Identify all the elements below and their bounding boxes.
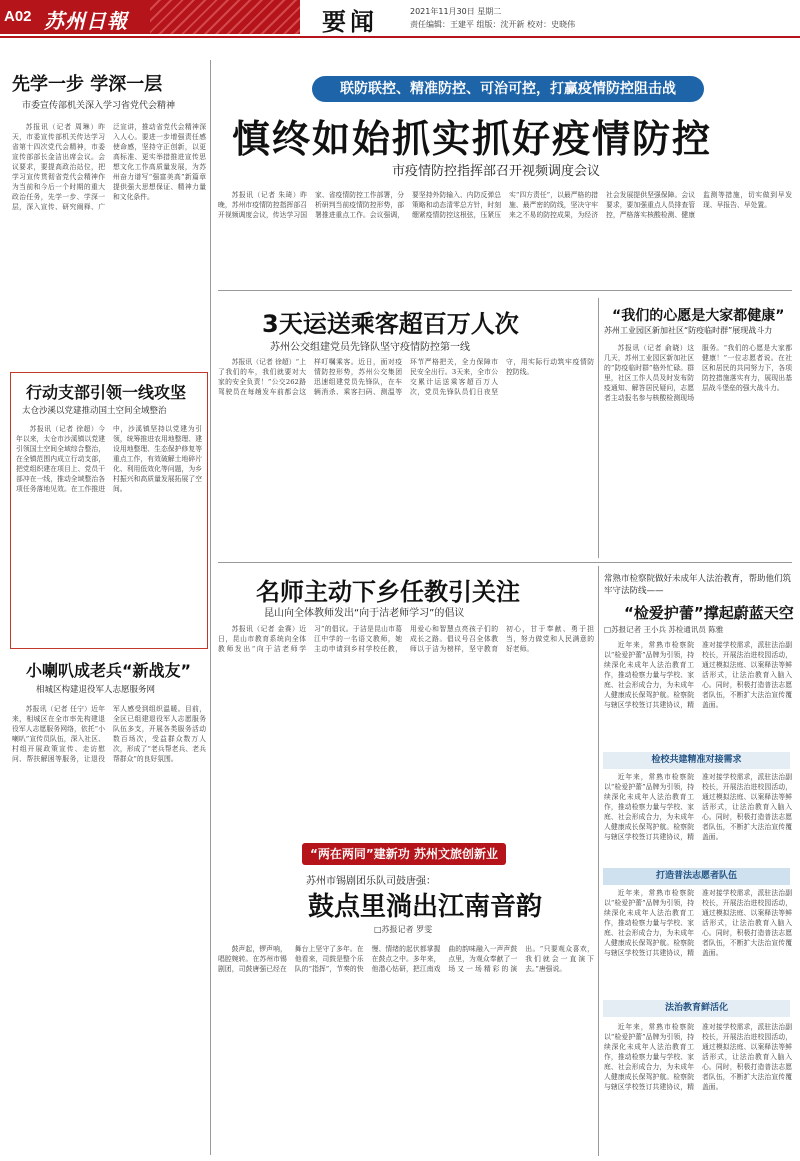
lead-body: 苏报讯（记者 朱琦）昨晚，苏州市疫情防控指挥部召开视频调度会议，传达学习国家、省疫情防控工作部署，分析研判当前疫情防控形势，部署推进重点工作。会议强调，要坚持外防输入、内防反弹总策略和动态清零总方针，时刻绷紧疫情防控这根弦，压紧压实“四方责任”，以最严格的措施、最严密的防线，坚决守牢来之不易的防控成果，为经济社会发展提供坚强保障。会议要求，要加强重点人员排查管控，严格落实核酸检测、健康监测等措施，切实做到早发现、早报告、早处置。 (218, 191, 792, 219)
procurator-tag-1: 检校共建精准对接需求 (603, 752, 790, 769)
issue-date: 2021年11月30日 星期二 (410, 7, 502, 16)
teacher-headline[interactable]: 名师主动下乡任教引关注 (256, 578, 520, 606)
article-body-action-branch: 苏报讯（记者 徐超）今年以来，太仓市沙溪镇以党建引领国土空间全域综合整治，在全镇范围内成立行动支部，把党组织建在项目上、党员干部冲在一线，推动全域整治各项任务落地见效。在工作推进中，沙溪镇坚持以党建为引领，统筹推进农用地整理、建设用地整理、生态保护修复等重点工作，有效破解土地碎片化、利用低效化等问题，为乡村振兴和高质量发展拓展了空间。 (16, 425, 202, 493)
procurator-body-4: 近年来，常熟市检察院以“检爱护蕾”品牌为引领，持续深化未成年人法治教育工作，推动检察力量与学校、家庭、社会形成合力，为未成年人健康成长保驾护航。检察院与辖区学校签订共建协议，精准对接学校需求，派驻法治副校长，开展法治进校园活动，通过模拟法庭、以案释法等鲜活形式，让法治教育入脑入心。同时，积极打造普法志愿者队伍，不断扩大法治宣传覆盖面。 (604, 1023, 792, 1091)
teacher-subtitle: 昆山向全体教师发出“向于洁老师学习”的倡议 (264, 608, 465, 619)
heart-headline[interactable]: “我们的心愿是大家都健康” (612, 308, 785, 324)
campaign-banner: 联防联控、精准防控、可治可控，打赢疫情防控阻击战 (312, 76, 704, 102)
transit-body: 苏报讯（记者 徐超）“上了我们的车，我们就要对大家的安全负责！”公交262路驾驶员在每趟发车前都会这样叮嘱乘客。近日，面对疫情防控形势，苏州公交集团迅速组建党员先锋队，在车辆消杀、乘客扫码、测温等环节严格把关，全力保障市民安全出行。3天来，全市公交累计运送乘客超百万人次，党员先锋队员们日夜坚守，用实际行动筑牢疫情防控防线。 (218, 358, 594, 396)
page-number: A02 (4, 8, 32, 25)
column-divider-right (598, 298, 599, 558)
procurator-body: 近年来，常熟市检察院以“检爱护蕾”品牌为引领，持续深化未成年人法治教育工作，推动检察力量与学校、家庭、社会形成合力，为未成年人健康成长保驾护航。检察院与辖区学校签订共建协议，精准对接学校需求，派驻法治副校长，开展法治进校园活动，通过模拟法庭、以案释法等鲜活形式，让法治教育入脑入心。同时，积极打造普法志愿者队伍，不断扩大法治宣传覆盖面。 (604, 641, 792, 709)
drum-body: 鼓声起，锣声响，唱腔婉转。在苏州市锡剧团，司鼓唐强已经在舞台上坚守了多年。在他看来，司鼓是整个乐队的“指挥”，节奏的快慢、情绪的起伏都掌握在鼓点之中。多年来，他潜心钻研，把江南戏曲的韵味融入一声声鼓点里，为观众奉献了一场又一场精彩的演出。“只要观众喜欢，我们就会一直演下去。”唐强说。 (218, 945, 594, 973)
article-body-veterans: 苏报讯（记者 任宁）近年来，相城区在全市率先构建退役军人志愿服务网络，依托“小喇叭”宣传员队伍，深入社区、村组开展政策宣传、走访慰问、帮扶解困等服务，让退役军人感受到组织温暖。目前，全区已组建退役军人志愿服务队伍多支，开展各类服务活动数百场次，受益群众数万人次，形成了“老兵帮老兵、老兵帮群众”的良好氛围。 (12, 705, 206, 763)
section-rule-2 (218, 562, 792, 563)
lead-headline[interactable]: 慎终如始抓实抓好疫情防控 (232, 117, 713, 161)
drum-byline: □苏报记者 罗雯 (374, 925, 433, 934)
transit-subtitle: 苏州公交组建党员先锋队坚守疫情防控第一线 (270, 342, 470, 353)
procurator-tag-3: 打造普法志愿者队伍 (603, 868, 790, 885)
article-body-study: 苏报讯（记者 周琳）昨天，市委宣传部机关传达学习省第十四次党代会精神，市委宣传部部长金洁出席会议。会议要求，要提高政治站位，把学习宣传贯彻省党代会精神作为当前和今后一个时期的重大政治任务，先学一步、学深一层，深入宣传、研究阐释、广泛宣讲，推动省党代会精神深入人心。要进一步增强责任感使命感，坚持守正创新，以更高标准、更实举措推进宣传思想文化工作高质量发展，为苏州奋力谱写“强富美高”新篇章提供强大思想保证、精神力量和文化条件。 (12, 123, 206, 211)
series-tag: “两在两同”建新功 苏州文旅创新业 (302, 843, 506, 865)
section-name: 要闻 (322, 8, 378, 36)
staff-credits: 责任编辑：王建平 组版：沈开新 校对：史晓伟 (410, 20, 576, 29)
article-title-veterans[interactable]: 小喇叭成老兵“新战友” (26, 661, 192, 680)
procurator-body-2: 近年来，常熟市检察院以“检爱护蕾”品牌为引领，持续深化未成年人法治教育工作，推动检察力量与学校、家庭、社会形成合力，为未成年人健康成长保驾护航。检察院与辖区学校签订共建协议，精准对接学校需求，派驻法治副校长，开展法治进校园活动，通过模拟法庭、以案释法等鲜活形式，让法治教育入脑入心。同时，积极打造普法志愿者队伍，不断扩大法治宣传覆盖面。 (604, 773, 792, 841)
column-divider (210, 60, 211, 1155)
masthead-stripes (150, 0, 300, 34)
teacher-body: 苏报讯（记者 金赛）近日，昆山市教育系统向全体教师发出“向于洁老师学习”的倡议。于洁是昆山市葛江中学的一名语文教师，她主动申请到乡村学校任教，用爱心和智慧点亮孩子们的成长之路。倡议号召全体教师以于洁为榜样，坚守教育初心，甘于奉献、勇于担当，努力做党和人民满意的好老师。 (218, 625, 594, 653)
heart-body: 苏报讯（记者 俞晓）这几天，苏州工业园区新加社区的“防疫临时群”格外忙碌。群里，社区工作人员及时发布防疫通知、解答居民疑问，志愿者主动报名参与核酸检测现场服务。“我们的心愿是大家都健康！”一位志愿者说。在社区和居民的共同努力下，各项防控措施落实有力，展现出基层战斗堡垒的强大战斗力。 (604, 344, 792, 402)
article-title-study[interactable]: 先学一步 学深一层 (12, 74, 163, 95)
article-subtitle-action-branch: 太仓沙溪以党建推动国土空间全域整治 (22, 406, 167, 416)
article-subtitle-veterans: 相城区构建退役军人志愿服务网 (36, 685, 156, 695)
heart-subtitle: 苏州工业园区新加社区“防疫临时群”展现战斗力 (604, 326, 773, 335)
masthead (0, 0, 800, 34)
article-subtitle-study: 市委宣传部机关深入学习省党代会精神 (22, 101, 176, 111)
masthead-rule (0, 36, 800, 38)
lead-subtitle: 市疫情防控指挥部召开视频调度会议 (392, 164, 601, 179)
procurator-byline: □苏报记者 王小兵 苏检通讯员 陈雅 (604, 625, 724, 634)
drum-headline[interactable]: 鼓点里淌出江南音韵 (308, 892, 543, 922)
procurator-headline[interactable]: “检爱护蕾”撑起蔚蓝天空 (624, 604, 794, 622)
newspaper-name: 苏州日報 (44, 9, 128, 33)
procurator-kicker: 常熟市检察院做好未成年人法治教育，帮助他们筑牢守法防线—— (604, 574, 792, 596)
procurator-tag-2: 法治教育鲜活化 (603, 1000, 790, 1017)
column-divider-right-2 (598, 566, 599, 1156)
procurator-body-3: 近年来，常熟市检察院以“检爱护蕾”品牌为引领，持续深化未成年人法治教育工作，推动检察力量与学校、家庭、社会形成合力，为未成年人健康成长保驾护航。检察院与辖区学校签订共建协议，精准对接学校需求，派驻法治副校长，开展法治进校园活动，通过模拟法庭、以案释法等鲜活形式，让法治教育入脑入心。同时，积极打造普法志愿者队伍，不断扩大法治宣传覆盖面。 (604, 889, 792, 957)
section-rule (218, 290, 792, 291)
article-title-action-branch[interactable]: 行动支部引领一线攻坚 (26, 383, 187, 402)
drum-subtitle: 苏州市锡剧团乐队司鼓唐强： (306, 876, 436, 887)
transit-headline[interactable]: 3天运送乘客超百万人次 (262, 310, 519, 338)
